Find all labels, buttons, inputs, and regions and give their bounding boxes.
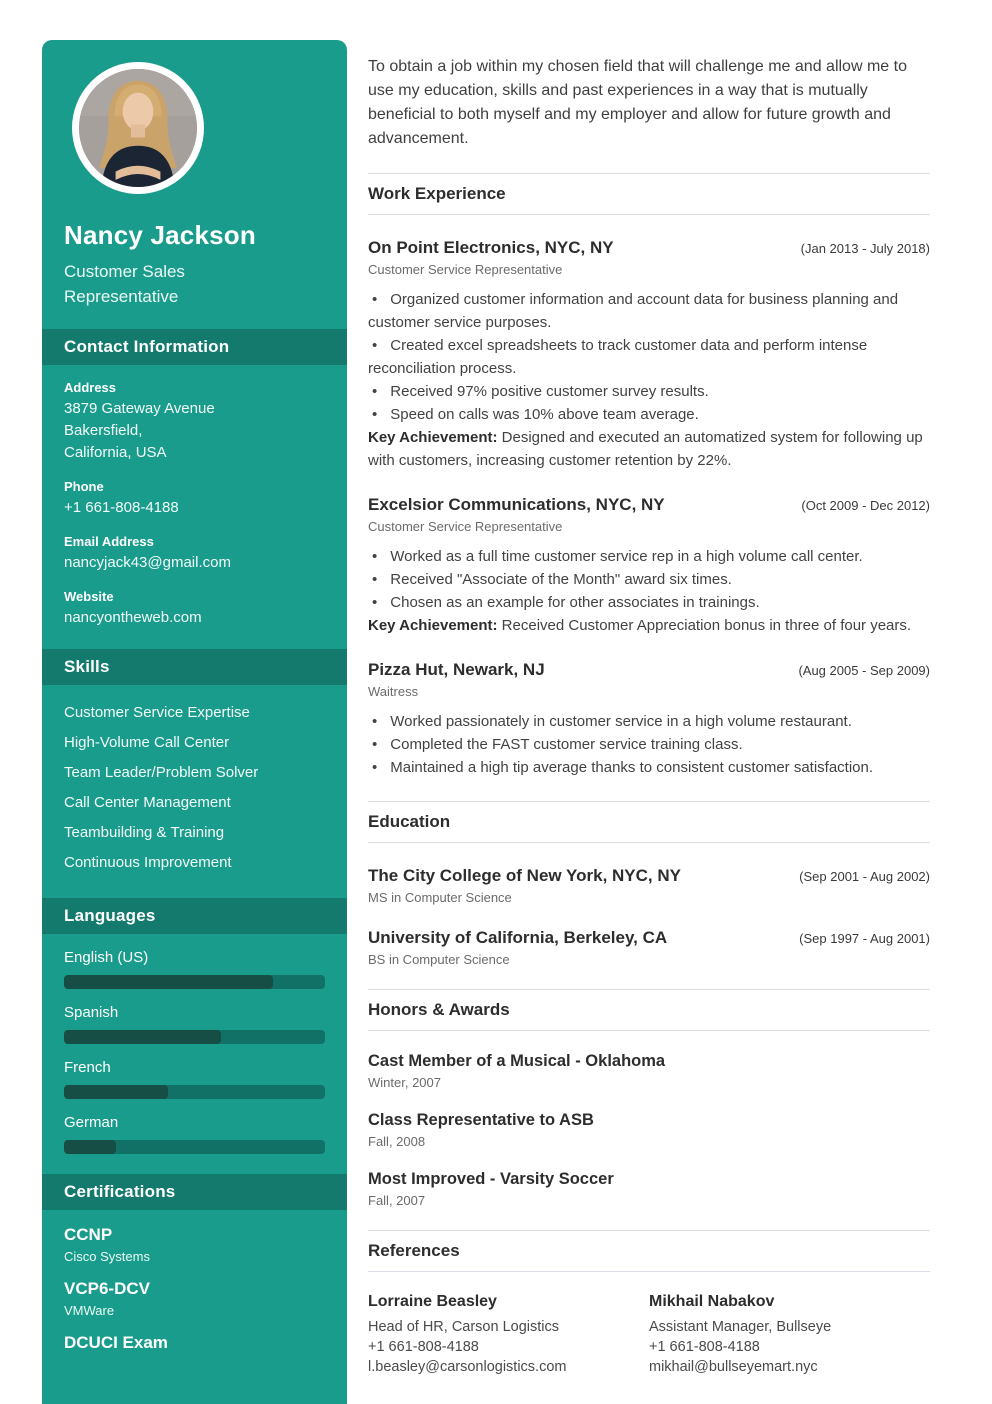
- reference-phone: +1 661-808-4188: [368, 1339, 479, 1355]
- skill-item: Continuous Improvement: [64, 854, 232, 871]
- references-heading: References: [368, 1230, 930, 1272]
- language-level-track: [64, 1030, 325, 1044]
- language-level-bar: [64, 1140, 116, 1154]
- contact-field-phone: [64, 479, 325, 519]
- language-name: Spanish: [64, 1004, 119, 1021]
- language-name: English (US): [64, 949, 149, 966]
- person-job-title: Customer Sales Representative: [64, 262, 185, 306]
- job-entry: [368, 238, 930, 472]
- reference-entry: [649, 1293, 930, 1377]
- job-bullet: • Worked passionately in customer service in a high volume restaurant.: [368, 710, 930, 733]
- skill-item: Team Leader/Problem Solver: [64, 764, 259, 781]
- education-heading: Education: [368, 801, 930, 843]
- person-name: Nancy Jackson: [64, 220, 256, 250]
- language-item: [64, 1059, 325, 1099]
- certification-item: [64, 1225, 325, 1264]
- language-level-bar: [64, 1085, 168, 1099]
- honor-entry: [368, 1111, 930, 1149]
- reference-email: mikhail@bullseyemart.nyc: [649, 1359, 818, 1375]
- job-bullet: • Worked as a full time customer service rep in a high volume call center.: [368, 545, 930, 568]
- job-entry: [368, 660, 930, 779]
- job-dates: (Aug 2005 - Sep 2009): [798, 663, 930, 678]
- honor-date: Winter, 2007: [368, 1075, 441, 1090]
- job-role: Waitress: [368, 684, 419, 699]
- skills-list: [42, 698, 347, 878]
- certification-item: [64, 1279, 325, 1318]
- contact-value: +1 661-808-4188: [64, 499, 179, 516]
- job-bullet: • Received "Associate of the Month" award six times.: [368, 568, 930, 591]
- job-bullet: • Completed the FAST customer service training class.: [368, 733, 930, 756]
- language-item: [64, 1114, 325, 1154]
- honor-title: Class Representative to ASB: [368, 1111, 594, 1129]
- languages-section-heading: Languages: [42, 898, 347, 934]
- contact-value: nancyjack43@gmail.com: [64, 554, 231, 571]
- education-school: The City College of New York, NYC, NY: [368, 866, 681, 885]
- job-bullet: • Maintained a high tip average thanks to consistent customer satisfaction.: [368, 756, 930, 779]
- reference-name: Mikhail Nabakov: [649, 1293, 775, 1310]
- work-experience-heading: Work Experience: [368, 173, 930, 215]
- honors-heading: Honors & Awards: [368, 989, 930, 1031]
- profile-photo: [72, 62, 204, 194]
- contact-label: Phone: [64, 479, 104, 494]
- language-item: [64, 949, 325, 989]
- honor-date: Fall, 2007: [368, 1193, 426, 1208]
- job-role: Customer Service Representative: [368, 519, 563, 534]
- contact-value: nancyontheweb.com: [64, 609, 202, 626]
- job-role: Customer Service Representative: [368, 262, 563, 277]
- language-name: German: [64, 1114, 119, 1131]
- honor-date: Fall, 2008: [368, 1134, 426, 1149]
- job-bullet: • Speed on calls was 10% above team average.: [368, 403, 930, 426]
- certification-name: DCUCI Exam: [64, 1333, 168, 1352]
- job-dates: (Jan 2013 - July 2018): [800, 241, 930, 256]
- languages-list: [42, 949, 347, 1154]
- education-degree: MS in Computer Science: [368, 890, 512, 905]
- contact-value: 3879 Gateway Avenue: [64, 400, 215, 417]
- job-bullet: • Chosen as an example for other associates in trainings.: [368, 591, 930, 614]
- contact-value: California, USA: [64, 444, 167, 461]
- honor-entry: [368, 1170, 930, 1208]
- certification-issuer: VMWare: [64, 1303, 115, 1318]
- language-item: [64, 1004, 325, 1044]
- objective-text: To obtain a job within my chosen field that will challenge me and allow me to use my education, skills and past experiences in a way that is mutually beneficial to both myself and my employer and allow for future growth and advancement.: [368, 58, 907, 147]
- certification-name: VCP6-DCV: [64, 1279, 150, 1298]
- reference-role: Head of HR, Carson Logistics: [368, 1319, 559, 1335]
- skill-item: Teambuilding & Training: [64, 824, 225, 841]
- job-company: Excelsior Communications, NYC, NY: [368, 495, 665, 514]
- contact-label: Website: [64, 589, 114, 604]
- language-level-track: [64, 975, 325, 989]
- certification-issuer: Cisco Systems: [64, 1249, 150, 1264]
- honor-title: Most Improved - Varsity Soccer: [368, 1170, 614, 1188]
- job-bullet: • Organized customer information and account data for business planning and customer service purposes.: [368, 288, 930, 334]
- key-achievement-label: Key Achievement:: [368, 429, 498, 446]
- reference-phone: +1 661-808-4188: [649, 1339, 760, 1355]
- skill-item: Customer Service Expertise: [64, 704, 250, 721]
- reference-name: Lorraine Beasley: [368, 1293, 497, 1310]
- contact-field-email: [64, 534, 325, 574]
- certification-name: CCNP: [64, 1225, 113, 1244]
- education-entry: [368, 928, 930, 967]
- contact-label: Address: [64, 380, 117, 395]
- job-bullet: • Received 97% positive customer survey results.: [368, 380, 930, 403]
- key-achievement-text: Received Customer Appreciation bonus in three of four years.: [501, 617, 912, 634]
- language-level-track: [64, 1140, 325, 1154]
- job-company: On Point Electronics, NYC, NY: [368, 238, 614, 257]
- language-name: French: [64, 1059, 111, 1076]
- portrait-illustration: [79, 69, 197, 187]
- contact-section: [42, 380, 347, 629]
- contact-label: Email Address: [64, 534, 154, 549]
- skill-item: Call Center Management: [64, 794, 231, 811]
- job-bullet: • Created excel spreadsheets to track customer data and perform intense reconciliation process.: [368, 334, 930, 380]
- education-entry: [368, 866, 930, 905]
- resume-main-column: [368, 55, 930, 1377]
- job-company: Pizza Hut, Newark, NJ: [368, 660, 545, 679]
- honor-entry: [368, 1052, 930, 1090]
- contact-field-website: [64, 589, 325, 629]
- language-level-bar: [64, 1030, 221, 1044]
- language-level-bar: [64, 975, 273, 989]
- job-entry: [368, 495, 930, 637]
- education-school: University of California, Berkeley, CA: [368, 928, 668, 947]
- contact-value: Bakersfield,: [64, 422, 143, 439]
- key-achievement-label: Key Achievement:: [368, 617, 498, 634]
- references-list: [368, 1293, 930, 1377]
- certifications-section-heading: Certifications: [42, 1174, 347, 1210]
- job-dates: (Oct 2009 - Dec 2012): [801, 498, 930, 513]
- reference-email: l.beasley@carsonlogistics.com: [368, 1359, 567, 1375]
- job-key-achievement: [368, 614, 930, 637]
- skill-item: High-Volume Call Center: [64, 734, 230, 751]
- contact-field-address: [64, 380, 325, 464]
- honor-title: Cast Member of a Musical - Oklahoma: [368, 1052, 666, 1070]
- reference-entry: [368, 1293, 649, 1377]
- certification-item: [64, 1333, 325, 1353]
- job-key-achievement: [368, 426, 930, 472]
- education-dates: (Sep 1997 - Aug 2001): [799, 931, 930, 946]
- education-dates: (Sep 2001 - Aug 2002): [799, 869, 930, 884]
- key-achievement-text: Designed and executed an automatized system for following up with customers, increasing customer retention by 22%.: [368, 429, 923, 469]
- resume-sidebar: [42, 40, 347, 1404]
- education-degree: BS in Computer Science: [368, 952, 510, 967]
- skills-section-heading: Skills: [42, 649, 347, 685]
- certifications-list: [42, 1225, 347, 1353]
- reference-role: Assistant Manager, Bullseye: [649, 1319, 832, 1335]
- language-level-track: [64, 1085, 325, 1099]
- contact-section-heading: Contact Information: [42, 329, 347, 365]
